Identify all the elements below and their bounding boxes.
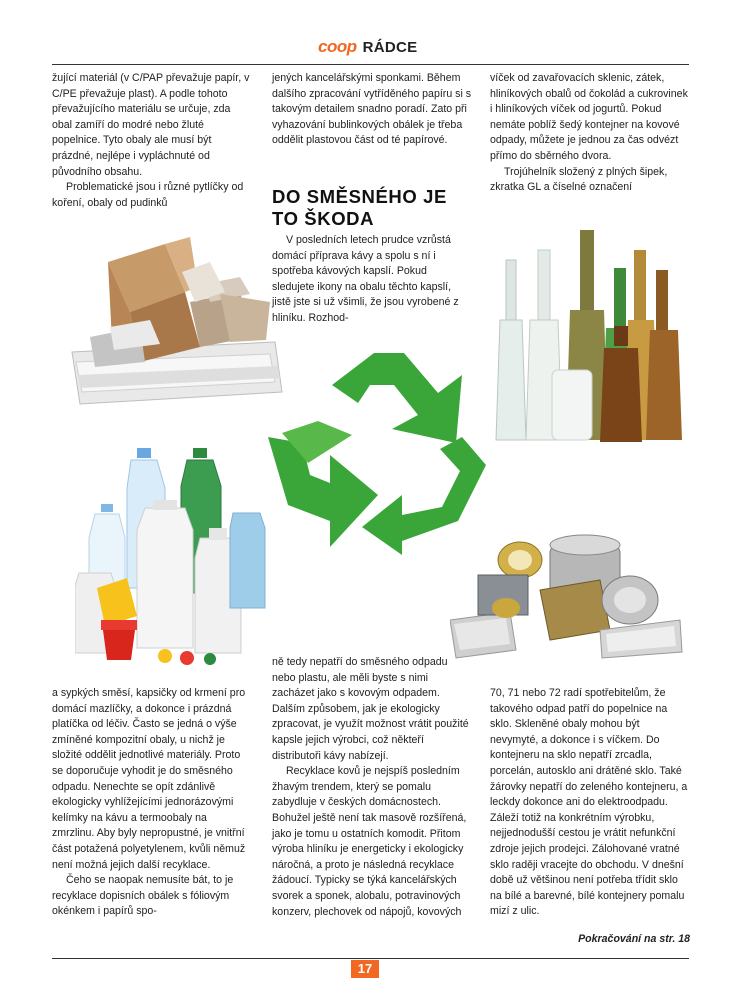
- page-number: 17: [351, 960, 379, 978]
- column-1-bottom: [52, 686, 252, 920]
- paragraph: ně tedy nepatří do směsného odpadu nebo plastu, ale měli byste s nimi zacházet jako s kovovým odpadem. Dalším způsobem, jak je ekologicky zpracovat, je využít možnost vrátit použité kapsle jejich výrobci, což někteří distributoři kávy nabízejí.: [272, 656, 469, 762]
- continuation-note: Pokračování na str. 18: [578, 933, 690, 945]
- rubric-title: RÁDCE: [362, 38, 418, 56]
- paragraph: žující materiál (v C/PAP převažuje papír, v C/PE převažuje plast). A podle tohoto převažujícího materiálu se určuje, zda obal zamíří do modré nebo žluté popelnice. Tyto obaly ale musí být prázdné, nejlépe i vypláchnuté od původního obsahu.: [52, 72, 250, 178]
- column-2-bottom: [272, 655, 472, 920]
- paragraph: Trojúhelník složený z plných šipek, zkratka GL a číselné označení: [490, 165, 668, 194]
- column-2-top: [272, 71, 472, 149]
- paragraph: Recyklace kovů je nejspíš posledním žhavým trendem, který se pomalu zabydluje v českých domácnostech. Bohužel ještě není tak masově rozšířená, jako je tomu u ostatních komodit. Přitom výroba hliníku je energeticky i ekologicky náročná, a proto je následná recyklace žádoucí. Typicky se týká kancelářských svorek a sponek, alobalu, potravinových konzerv, plechovek od nápojů, kovových: [272, 765, 467, 918]
- coop-logo: coop: [318, 37, 357, 56]
- column-3-top: [490, 71, 690, 196]
- metal-cans-image: [450, 520, 685, 660]
- paper-waste-image: [70, 232, 285, 412]
- paragraph: Čeho se naopak nemusíte bát, to je recyklace dopisních obálek s fóliovým okénkem i papírů spo-: [52, 874, 234, 918]
- glass-bottles-image: [492, 230, 690, 445]
- paragraph: a sypkých směsí, kapsičky od krmení pro domácí mazlíčky, a dokonce i prázdná platíčka od léčiv. Často se jedná o výše zmíněné kompozitní obaly, u nichž je složité oddělit jednotlivé materiály. Proto se doporučuje vyhodit je do směsného odpadu. Nenechte se opít zdánlivě ekologicky vyhlížejícími jednorázovými kelímky na kávu a termoobaly na zmrzlinu. Aby byly nepropustné, je vnitřní část potažená polyetylenem, kvůli němuž není možná jejich další recyklace.: [52, 687, 246, 871]
- brand: [318, 36, 417, 58]
- column-3-bottom: [490, 686, 690, 920]
- bottom-divider: [52, 958, 689, 959]
- column-1-top: [52, 71, 252, 211]
- paragraph: V posledních letech prudce vzrůstá domácí příprava kávy a spolu s ní i spotřeba kávových kapslí. Pokud sledujete ikony na obalu těchto kapslí, jistě jste si už všimli, že jsou vyrobené z hliníku. Rozhod-: [272, 234, 459, 324]
- paragraph: víček od zavařovacích sklenic, zátek, hliníkových obalů od čokolád a cukrovinek i hliníkových víček od jogurtů. Pokud nemáte poblíž šedý kontejner na kovové odpady, můžete je jednou za čas odvézt přímo do sběrného dvora.: [490, 72, 688, 162]
- top-divider: [52, 64, 689, 65]
- plastic-bottles-image: [75, 448, 275, 666]
- paragraph: 70, 71 nebo 72 radí spotřebitelům, že takového odpad patří do popelnice na sklo. Skleněné obaly mohou být nevymyté, a dokonce i s víčkem. Do kontejneru na sklo nepatří zrcadla, porcelán, autosklo ani drátěné sklo. Také žárovky nepatří do zeleného kontejneru, a leckdy dokonce ani do elektroodpadu. Záleží totiž na konkrétním výrobku, nejjednodušší cestou je vrátit nefunkční zdroje jejich prodejci. Zálohované vratné sklo raději vracejte do obchodu. V dnešní době už většinou není potřeba třídit sklo na bílé a barevné, bílé kontejnery pomalu mizí z ulic.: [490, 687, 688, 918]
- paragraph: Problematické jsou i různé pytlíčky od koření, obaly od pudinků: [52, 181, 244, 209]
- section-heading: DO SMĚSNÉHO JE TO ŠKODA: [272, 186, 447, 229]
- column-2-intro: [272, 233, 472, 327]
- paragraph: jených kancelářskými sponkami. Během dalšího zpracování vytříděného papíru si s takovým detailem snadno poradí. Zato při vyhazování bublinkových obálek je třeba oddělit plastovou část od té papírové.: [272, 72, 472, 147]
- page-header: [0, 34, 739, 62]
